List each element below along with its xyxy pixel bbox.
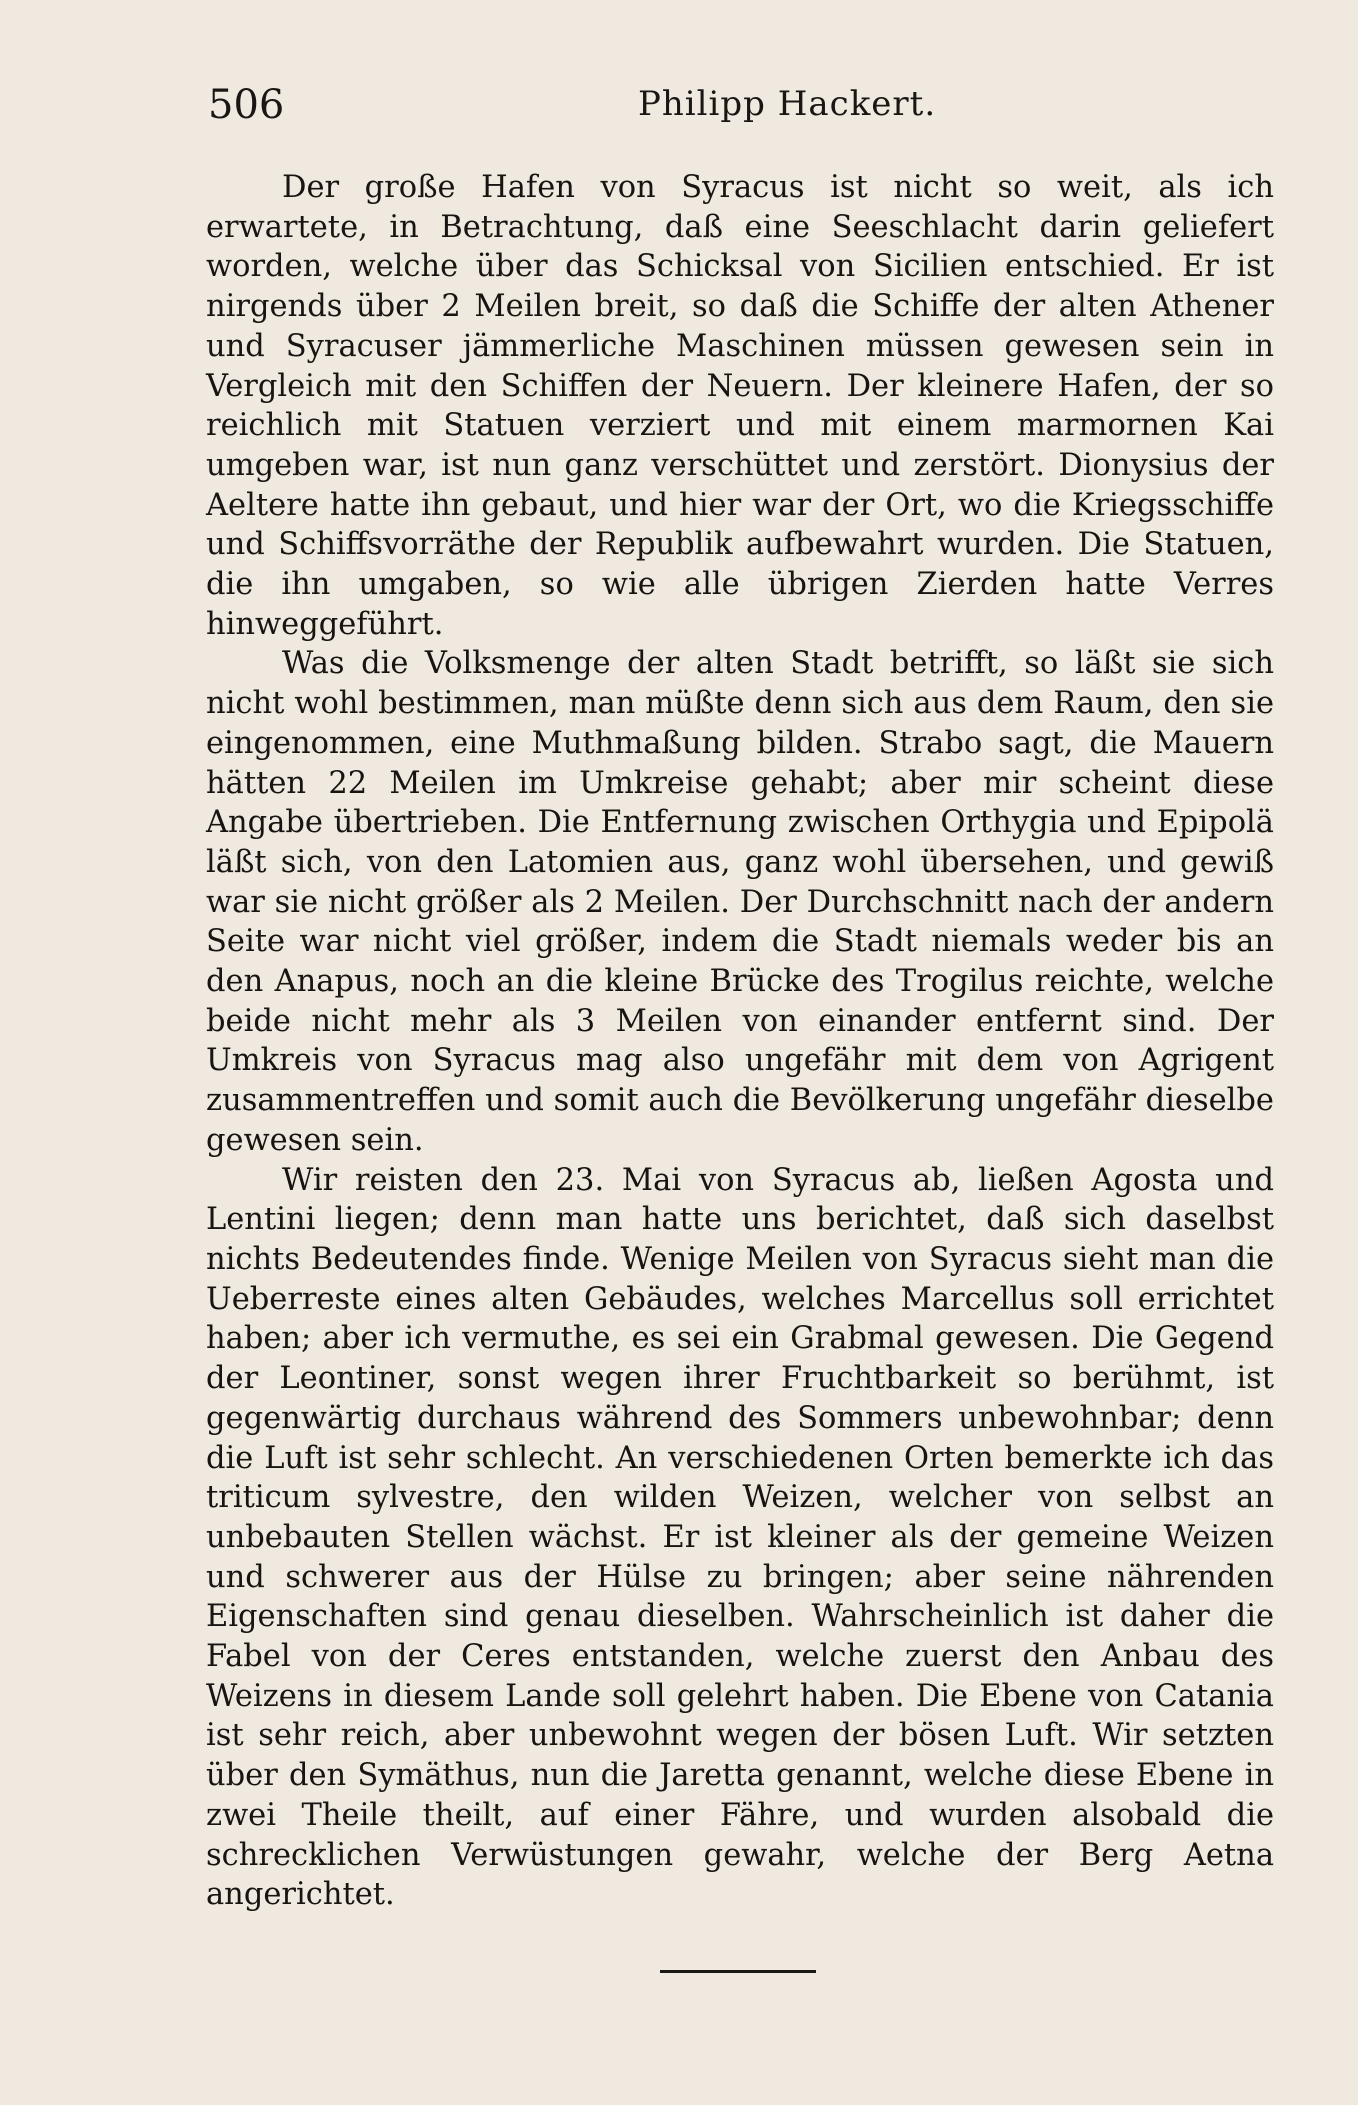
running-head: Philipp Hackert. — [638, 84, 937, 124]
page-number: 506 — [208, 82, 285, 128]
paragraph: Wir reisten den 23. Mai von Syracus ab, ließen Agosta und Lentini liegen; denn man hatte uns berichtet, daß sich daselbst nichts Bedeutendes finde. Wenige Meilen von Syracus sieht man die Ueberreste eines alten Gebäudes, welches Marcellus soll errichtet haben; aber ich vermuthe, es sei ein Grabmal gewesen. Die Gegend der Leontiner, sonst wegen ihrer Fruchtbarkeit so berühmt, ist gegenwärtig durchaus während des Sommers unbewohnbar; denn die Luft ist sehr schlecht. An verschiedenen Orten bemerkte ich das triticum sylvestre, den wilden Weizen, welcher von selbst an unbebauten Stellen wächst. Er ist kleiner als der gemeine Weizen und schwerer aus der Hülse zu bringen; aber seine nährenden Eigenschaften sind genau dieselben. Wahrscheinlich ist daher die Fabel von der Ceres entstanden, welche zuerst den Anbau des Weizens in diesem Lande soll gelehrt haben. Die Ebene von Catania ist sehr reich, aber unbewohnt wegen der bösen Luft. Wir setzten über den Symäthus, nun die Jaretta genannt, welche diese Ebene in zwei Theile theilt, auf einer Fähre, und wurden alsobald die schrecklichen Verwüstungen gewahr, welche der Berg Aetna angerichtet. — [206, 1162, 1274, 1913]
body-text — [206, 168, 1274, 1915]
paragraph: Was die Volksmenge der alten Stadt betrifft, so läßt sie sich nicht wohl bestimmen, man müßte denn sich aus dem Raum, den sie eingenommen, eine Muthmaßung bilden. Strabo sagt, die Mauern hätten 22 Meilen im Umkreise gehabt; aber mir scheint diese Angabe übertrieben. Die Entfernung zwischen Orthygia und Epipolä läßt sich, von den Latomien aus, ganz wohl übersehen, und gewiß war sie nicht größer als 2 Meilen. Der Durchschnitt nach der andern Seite war nicht viel größer, indem die Stadt niemals weder bis an den Anapus, noch an die kleine Brücke des Trogilus reichte, welche beide nicht mehr als 3 Meilen von einander entfernt sind. Der Umkreis von Syracus mag also ungefähr mit dem von Agrigent zusammentreffen und somit auch die Bevölkerung ungefähr dieselbe gewesen sein. — [206, 646, 1274, 1158]
page-header — [208, 82, 1270, 142]
end-rule — [660, 1970, 816, 1973]
paragraph: Der große Hafen von Syracus ist nicht so weit, als ich erwartete, in Betrachtung, daß eine Seeschlacht darin geliefert worden, welche über das Schicksal von Sicilien entschied. Er ist nirgends über 2 Meilen breit, so daß die Schiffe der alten Athener und Syracuser jämmerliche Maschinen müssen gewesen sein in Vergleich mit den Schiffen der Neuern. Der kleinere Hafen, der so reichlich mit Statuen verziert und mit einem marmornen Kai umgeben war, ist nun ganz verschüttet und zerstört. Dionysius der Aeltere hatte ihn gebaut, und hier war der Ort, wo die Kriegsschiffe und Schiffsvorräthe der Republik aufbewahrt wurden. Die Statuen, die ihn umgaben, so wie alle übrigen Zierden hatte Verres hinweggeführt. — [206, 170, 1274, 642]
